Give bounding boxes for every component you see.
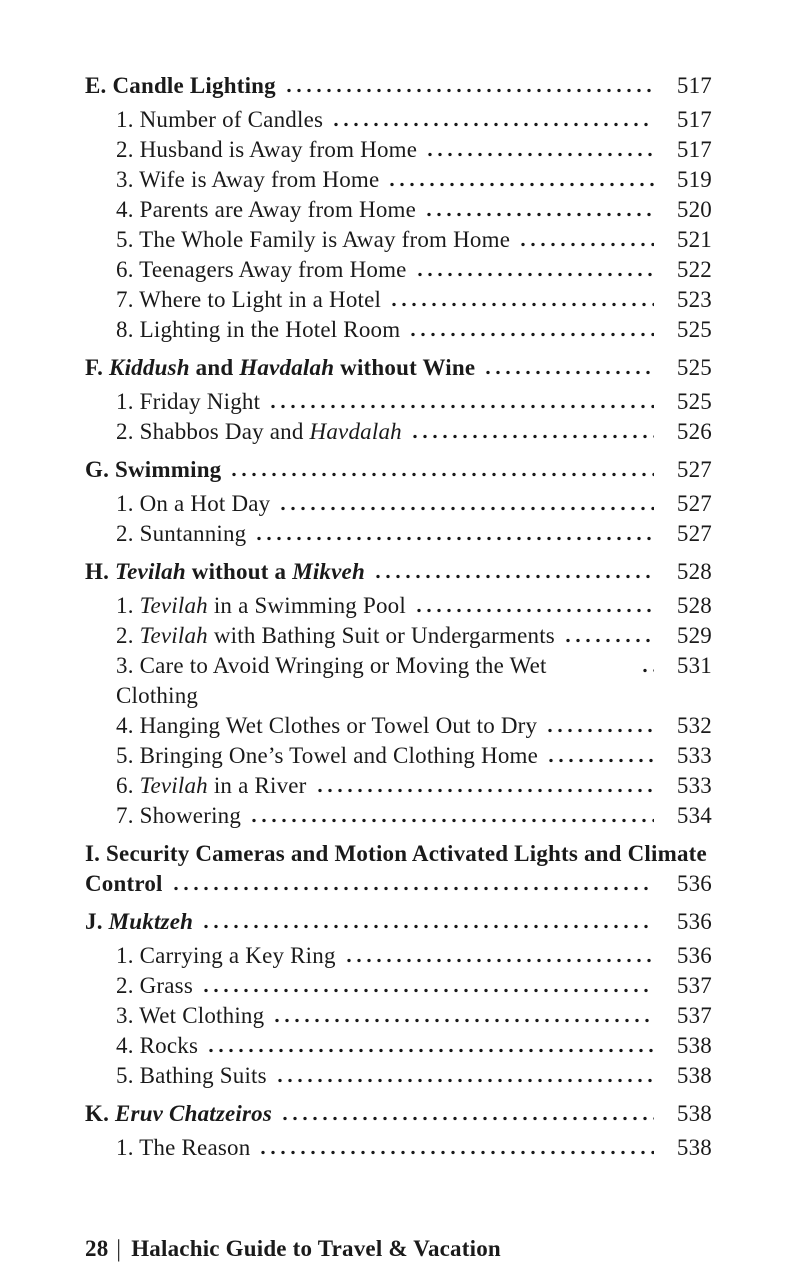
toc-entry-title: 1. Friday Night — [116, 389, 261, 414]
dot-leader — [280, 506, 654, 511]
toc-entry-title: 7. Where to Light in a Hotel — [116, 287, 382, 312]
toc-item — [85, 519, 712, 549]
toc-entry-page: 527 — [676, 521, 712, 546]
toc-entry-page: 532 — [676, 713, 712, 738]
toc-entry-title: 1. The Reason — [116, 1135, 251, 1160]
toc-item — [85, 225, 712, 255]
toc-entry-page: 517 — [676, 73, 712, 98]
toc-section-header — [85, 1099, 712, 1129]
dot-leader — [317, 788, 654, 793]
dot-leader — [427, 152, 654, 157]
toc-entry-page: 536 — [676, 909, 712, 934]
toc-section-header — [85, 455, 712, 485]
dot-leader — [416, 608, 654, 613]
toc-section-header — [85, 557, 712, 587]
toc-item — [85, 285, 712, 315]
toc-item — [85, 771, 712, 801]
toc-item — [85, 711, 712, 741]
toc-entry-page: 523 — [676, 287, 712, 312]
dot-leader — [203, 924, 654, 929]
page-footer — [85, 1234, 712, 1264]
toc-entry-page: 525 — [676, 355, 712, 380]
dot-leader — [485, 370, 654, 375]
dot-leader — [203, 988, 654, 993]
toc-entry-page: 519 — [676, 167, 712, 192]
toc-section-header — [85, 907, 712, 937]
dot-leader — [346, 958, 654, 963]
toc-item — [85, 941, 712, 971]
toc-entry-title: 4. Hanging Wet Clothes or Towel Out to Dry — [116, 713, 538, 738]
toc-entry-page: 522 — [676, 257, 712, 282]
toc-entry-page: 525 — [676, 389, 712, 414]
toc-entry-page: 521 — [676, 227, 712, 252]
toc-entry-title: 4. Rocks — [116, 1033, 199, 1058]
dot-leader — [642, 668, 654, 673]
toc-entry-page: 533 — [676, 773, 712, 798]
dot-leader — [417, 272, 654, 277]
toc-entry-title: 7. Showering — [116, 803, 242, 828]
dot-leader — [547, 728, 654, 733]
toc-entry-title: 8. Lighting in the Hotel Room — [116, 317, 401, 342]
toc-entry-title: 5. The Whole Family is Away from Home — [116, 227, 511, 252]
dot-leader — [333, 122, 654, 127]
dot-leader — [274, 1018, 654, 1023]
footer-separator: | — [116, 1235, 122, 1262]
dot-leader — [286, 88, 654, 93]
dot-leader — [391, 302, 654, 307]
toc-section-header — [85, 71, 712, 101]
toc-entry-page: 517 — [676, 107, 712, 132]
dot-leader — [256, 536, 654, 541]
toc-item — [85, 489, 712, 519]
dot-leader — [375, 574, 654, 579]
toc-entry-title: 6. Teenagers Away from Home — [116, 257, 407, 282]
toc-entry-title: 3. Care to Avoid Wringing or Moving the Wet Clothing — [116, 653, 553, 708]
toc-item — [85, 971, 712, 1001]
toc-item — [85, 651, 712, 711]
toc-entry-page: 534 — [676, 803, 712, 828]
toc-entry-page: 533 — [676, 743, 712, 768]
toc-item — [85, 165, 712, 195]
toc-entry-page: 529 — [676, 623, 712, 648]
toc-entry-page: 527 — [676, 457, 712, 482]
dot-leader — [282, 1116, 654, 1121]
toc-entry-title: 2. Tevilah with Bathing Suit or Undergarments — [116, 623, 555, 648]
toc-entry-title: 1. On a Hot Day — [116, 491, 271, 516]
toc-entry-page: 536 — [676, 943, 712, 968]
toc-entry-page: 537 — [676, 973, 712, 998]
toc-section-header — [85, 839, 712, 869]
dot-leader — [410, 332, 654, 337]
toc-entry-page: 536 — [676, 871, 712, 896]
toc-entry-title: J. Muktzeh — [85, 909, 194, 934]
toc-entry-title: 2. Husband is Away from Home — [116, 137, 418, 162]
toc-item — [85, 315, 712, 345]
dot-leader — [412, 434, 654, 439]
toc-entry-page: 538 — [676, 1101, 712, 1126]
dot-leader — [270, 404, 654, 409]
toc-section-header — [85, 353, 712, 383]
dot-leader — [520, 242, 654, 247]
toc-entry-title: 3. Wet Clothing — [116, 1003, 265, 1028]
dot-leader — [548, 758, 654, 763]
toc-item — [85, 255, 712, 285]
toc-entry-page: 527 — [676, 491, 712, 516]
toc-entry-title: G. Swimming — [85, 457, 222, 482]
toc-entry-page: 538 — [676, 1135, 712, 1160]
toc-entry-title: 1. Number of Candles — [116, 107, 324, 132]
toc-entry-title: 2. Grass — [116, 973, 193, 998]
toc-entry-page: 517 — [676, 137, 712, 162]
toc-entry-page: 538 — [676, 1063, 712, 1088]
toc-entry-title: H. Tevilah without a Mikveh — [85, 559, 365, 584]
toc-item — [85, 417, 712, 447]
dot-leader — [426, 212, 654, 217]
toc-item — [85, 195, 712, 225]
toc-entry-title: 5. Bringing One’s Towel and Clothing Home — [116, 743, 539, 768]
toc-item — [85, 621, 712, 651]
dot-leader — [565, 638, 654, 643]
toc-entry-title: Control — [85, 871, 163, 896]
toc-entry-title: I. Security Cameras and Motion Activated Lights and Climate — [85, 841, 707, 866]
toc-entry-title: 2. Shabbos Day and Havdalah — [116, 419, 402, 444]
toc-entry-title: F. Kiddush and Havdalah without Wine — [85, 355, 476, 380]
toc-entry-title: 5. Bathing Suits — [116, 1063, 267, 1088]
toc-item — [85, 1031, 712, 1061]
toc-entry-title: 6. Tevilah in a River — [116, 773, 307, 798]
toc-item — [85, 1133, 712, 1163]
toc-item — [85, 1061, 712, 1091]
table-of-contents — [85, 71, 712, 1163]
toc-item — [85, 741, 712, 771]
toc-section-header — [85, 869, 712, 899]
toc-entry-page: 538 — [676, 1033, 712, 1058]
dot-leader — [260, 1150, 654, 1155]
toc-entry-page: 528 — [676, 593, 712, 618]
dot-leader — [208, 1048, 654, 1053]
toc-item — [85, 591, 712, 621]
dot-leader — [251, 818, 654, 823]
toc-entry-page: 531 — [676, 653, 712, 678]
toc-entry-page: 528 — [676, 559, 712, 584]
toc-entry-title: 1. Tevilah in a Swimming Pool — [116, 593, 406, 618]
toc-item — [85, 801, 712, 831]
toc-entry-page: 520 — [676, 197, 712, 222]
toc-item — [85, 135, 712, 165]
toc-entry-title: 3. Wife is Away from Home — [116, 167, 380, 192]
toc-item — [85, 387, 712, 417]
toc-item — [85, 1001, 712, 1031]
footer-page-number: 28 — [85, 1236, 109, 1261]
toc-item — [85, 105, 712, 135]
toc-entry-title: 1. Carrying a Key Ring — [116, 943, 336, 968]
dot-leader — [173, 886, 654, 891]
toc-entry-page: 526 — [676, 419, 712, 444]
dot-leader — [231, 472, 654, 477]
dot-leader — [277, 1078, 654, 1083]
toc-entry-page: 537 — [676, 1003, 712, 1028]
toc-entry-page: 525 — [676, 317, 712, 342]
toc-entry-title: 2. Suntanning — [116, 521, 247, 546]
footer-book-title: Halachic Guide to Travel & Vacation — [131, 1236, 501, 1261]
toc-entry-title: E. Candle Lighting — [85, 73, 276, 98]
toc-entry-title: 4. Parents are Away from Home — [116, 197, 417, 222]
toc-entry-title: K. Eruv Chatzeiros — [85, 1101, 273, 1126]
dot-leader — [389, 182, 654, 187]
